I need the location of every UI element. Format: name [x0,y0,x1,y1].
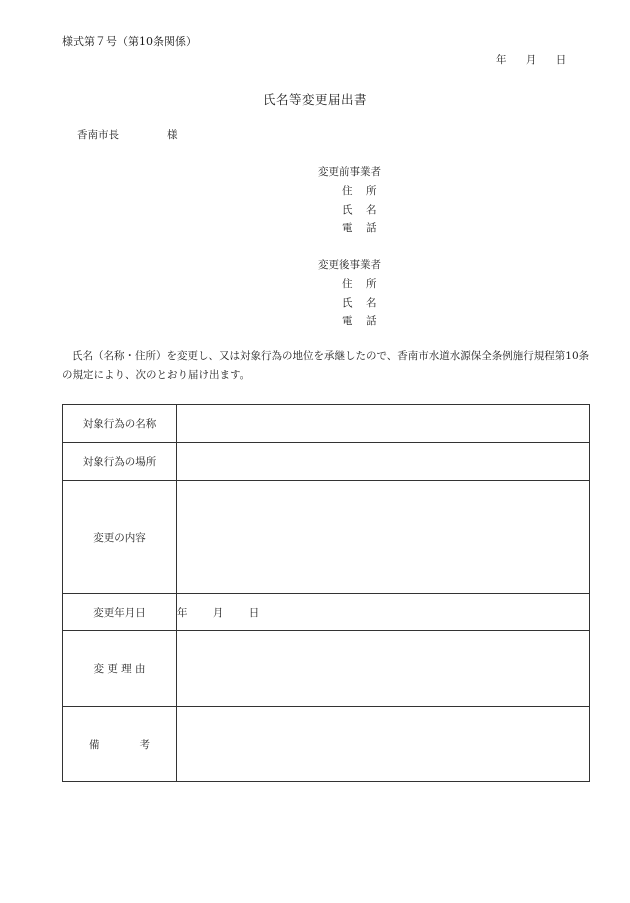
table-row [63,481,590,594]
party-after-block [318,256,381,331]
table-row [63,405,590,443]
addressee-honorific: 様 [167,129,178,141]
label-char: 住 [342,185,353,197]
party-after-heading: 変更後事業者 [318,259,381,271]
label-char: 話 [366,222,377,235]
activity-place-field[interactable] [177,443,590,481]
change-date-month: 月 [212,606,224,619]
date-month-label: 月 [525,54,537,66]
table-row [63,631,590,707]
activity-name-label: 対象行為の名称 [63,405,177,443]
change-date-label: 変更年月日 [63,594,177,631]
party-before-address-label [318,182,381,201]
party-after-name-label [318,294,381,313]
table-row [63,594,590,631]
change-date-year: 年 [177,606,188,619]
label-char: 氏 [342,296,353,309]
change-content-field[interactable] [177,481,590,594]
activity-name-field[interactable] [177,405,590,443]
remarks-label [63,707,177,782]
label-char: 考 [139,738,150,751]
change-reason-field[interactable] [177,631,590,707]
activity-place-label: 対象行為の場所 [63,443,177,481]
form-number: 様式第７号（第10条関係） [62,35,197,48]
label-char: 名 [366,203,377,216]
table-row [63,443,590,481]
party-after-phone-label [318,312,381,331]
change-content-label: 変更の内容 [63,481,177,594]
label-char: 話 [366,315,377,328]
change-reason-label: 変 更 理 由 [63,631,177,707]
submission-date-line [496,52,566,67]
table-row [63,707,590,782]
label-char: 所 [366,278,377,290]
statement-paragraph: 氏名（名称・住所）を変更し、又は対象行為の地位を承継したので、香南市水道水源保全条例施行規程第10条の規定により、次のとおり届け出ます。 [62,350,590,381]
label-char: 名 [366,296,377,309]
date-day-label: 日 [555,54,567,66]
party-before-heading: 変更前事業者 [318,166,381,178]
party-after-address-label [318,275,381,294]
party-before-block [318,163,381,238]
notification-table [62,404,590,782]
remarks-field[interactable] [177,707,590,782]
addressee-name: 香南市長 [77,129,119,141]
label-char: 電 [342,222,353,235]
label-char: 所 [366,185,377,197]
document-title: 氏名等変更届出書 [262,92,367,107]
change-date-field[interactable] [177,594,590,631]
label-char: 電 [342,315,353,328]
change-date-day: 日 [248,606,260,619]
party-before-name-label [318,201,381,220]
label-char: 住 [342,278,353,290]
date-year-label: 年 [496,54,507,66]
label-char: 備 [89,738,100,751]
party-before-phone-label [318,219,381,238]
addressee [77,127,178,142]
label-char: 氏 [342,203,353,216]
